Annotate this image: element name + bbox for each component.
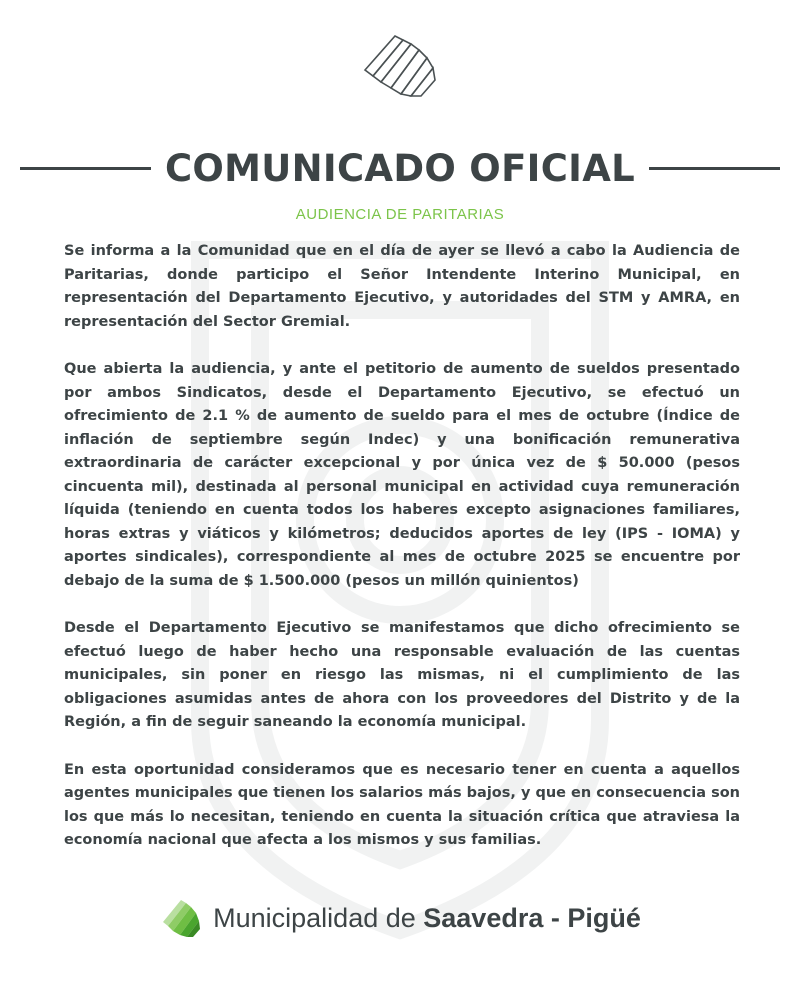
paragraph-3: Desde el Departamento Ejecutivo se manifestamos que dicho ofrecimiento se efectuó luego de haber hecho una responsable evaluación de las cuentas municipales, sin poner en riesgo las mismas, ni el cumplimiento de las obligaciones asumidas antes de ahora con los proveedores del Distrito y de la Región, a fin de seguir saneando la economía municipal. bbox=[64, 620, 740, 730]
footer-brand bbox=[0, 893, 800, 943]
communique-body bbox=[64, 240, 740, 877]
paragraph-4: En esta oportunidad consideramos que es necesario tener en cuenta a aquellos agentes municipales que tienen los salarios más bajos, y que en consecuencia son los que más lo necesitan, teniendo en cuenta la situación crítica que atraviesa la economía nacional que afecta a los mismos y sus familias. bbox=[64, 761, 740, 848]
page-title: COMUNICADO OFICIAL bbox=[164, 146, 636, 190]
municipal-emblem-outline-icon bbox=[355, 30, 445, 100]
footer-brand-text bbox=[213, 903, 641, 934]
title-rule-left bbox=[20, 167, 151, 170]
paragraph-1: Se informa a la Comunidad que en el día de ayer se llevó a cabo la Audiencia de Paritarias, donde participo el Señor Intendente Interino Municipal, en representación del Departamento Ejecutivo, y autoridades del STM y AMRA, en representación del Sector Gremial. bbox=[64, 243, 740, 330]
title-rule-right bbox=[649, 167, 780, 170]
footer-brand-regular: Municipalidad de bbox=[213, 902, 424, 933]
title-row bbox=[20, 138, 780, 198]
page-subtitle: AUDIENCIA DE PARITARIAS bbox=[295, 206, 505, 223]
footer-brand-bold: Saavedra - Pigüé bbox=[423, 902, 641, 933]
municipal-emblem-green-icon bbox=[159, 896, 203, 940]
paragraph-2: Que abierta la audiencia, y ante el petitorio de aumento de sueldos presentado por ambos Sindicatos, desde el Departamento Ejecutivo, se efectuó un ofrecimiento de 2.1 % de aumento de sueldo para el mes de octubre (Índice de inflación de septiembre según Indec) y una bonificación remunerativa extraordinaria de carácter excepcional y por única vez de $ 50.000 (pesos cincuenta mil), destinada al personal municipal en actividad cuya remuneración líquida (teniendo en cuenta todos los haberes excepto asignaciones familiares, horas extras y viáticos y kilómetros; deducidos aportes de ley (IPS - IOMA) y aportes sindicales), correspondiente al mes de octubre 2025 se encuentre por debajo de la suma de $ 1.500.000 (pesos un millón quinientos) bbox=[64, 361, 740, 589]
